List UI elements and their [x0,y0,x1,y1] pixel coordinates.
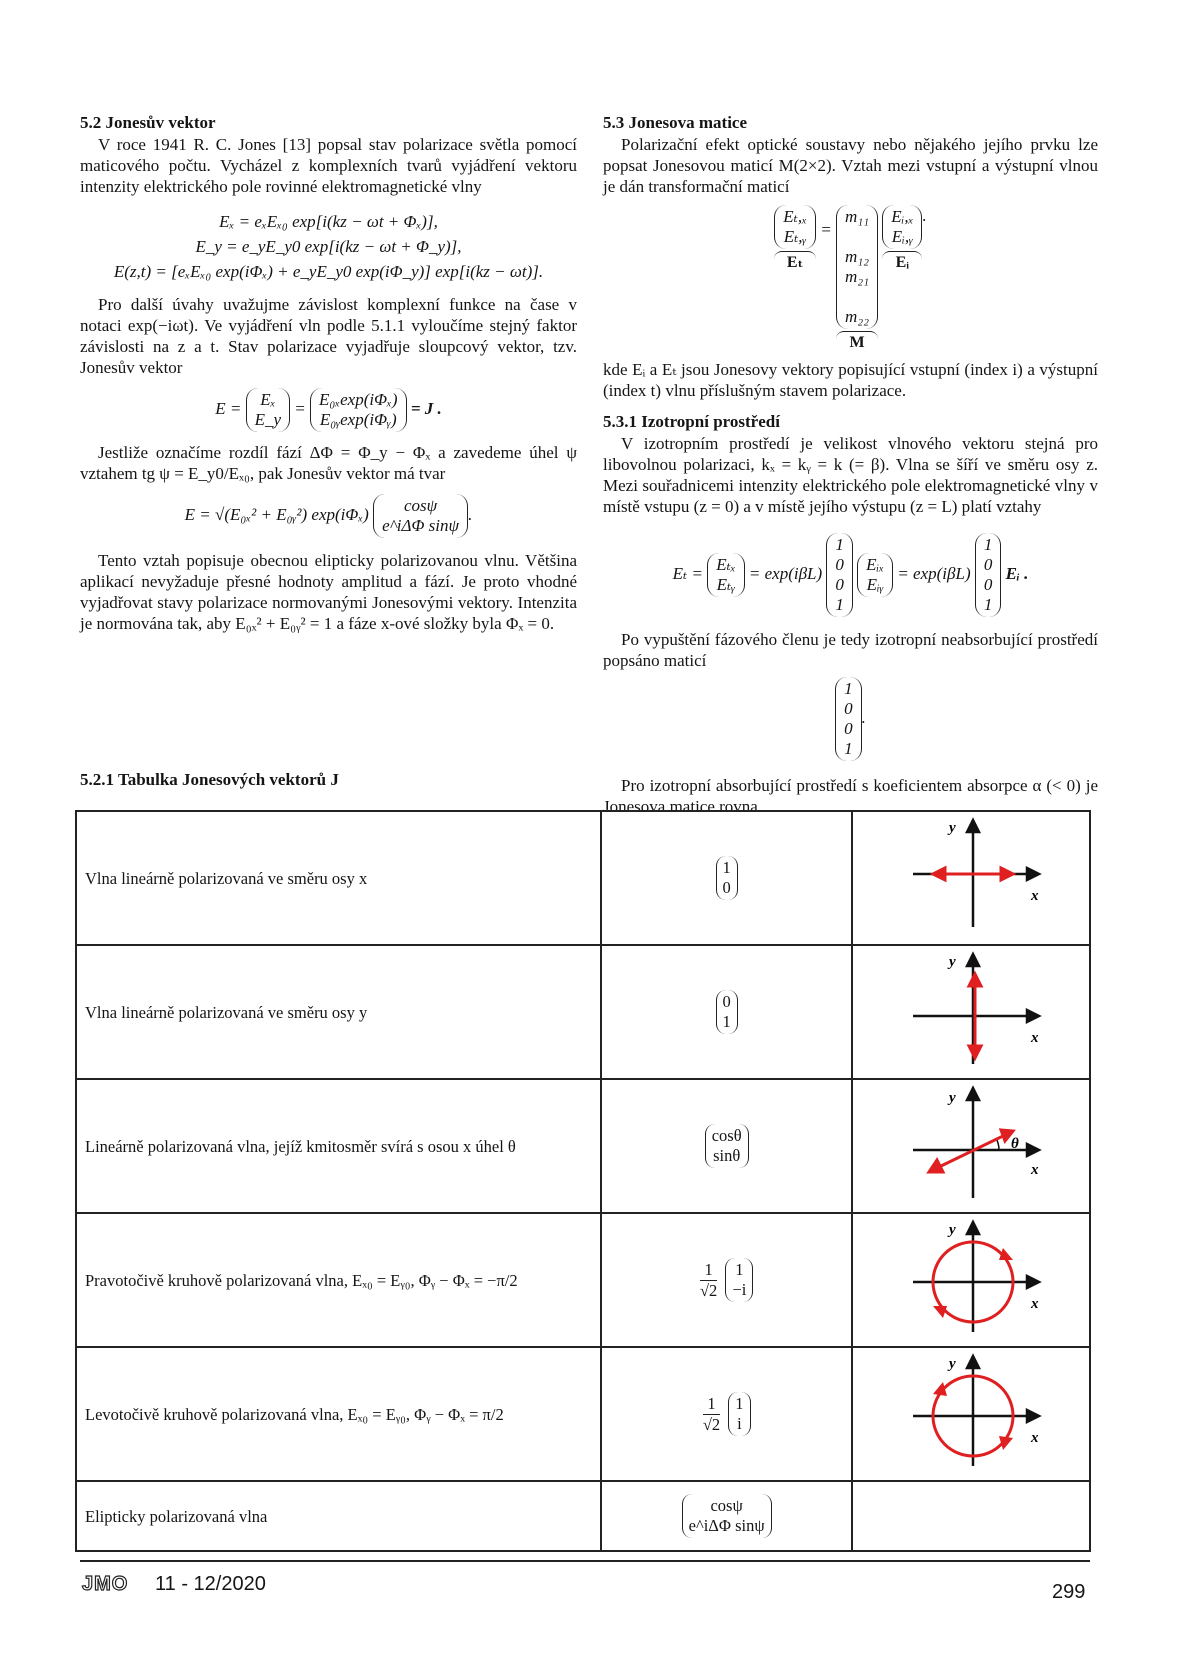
equation-jones-matrix: Eₜ,ₓ Eₜ,ᵧ Eₜ = m₁₁ m₁₂ m₂₁ m₂₂ M Eᵢ,ₓ Eᵢ,ᵧ Eᵢ . [603,205,1098,353]
table-cell-desc: Vlna lineárně polarizovaná ve směru osy y [76,945,601,1079]
y-axis-label: y [948,1356,956,1372]
vector-entry: Eₜ,ₓ [783,207,807,226]
vector-entry: Eₜᵧ [716,575,736,594]
jones-matrix [836,205,878,329]
vector-entry: Eᵢᵧ [866,575,884,594]
equation-normalized-vector: E = √(E₀ₓ² + E₀ᵧ²) exp(iΦₓ) cosψ e^iΔΦ sinψ . [80,494,577,538]
polarization-diagram-x [853,812,1089,939]
matrix-group [836,205,878,353]
left-column [80,112,577,634]
polarization-diagram-theta [853,1080,1089,1207]
matrix-entry: 1 [983,595,993,614]
matrix-entry: m₁₁ [844,207,870,226]
vector-entry: Eᵢₓ [866,555,885,574]
matrix-entry: 1 [983,535,993,554]
vector-entry: 1 [735,1394,744,1413]
identity-matrix [975,533,1002,617]
table-cell-diagram [852,945,1090,1079]
table-cell-vector [601,1481,852,1551]
vector-entry: 1 [722,858,731,877]
paragraph: Polarizační efekt optické soustavy nebo nějakého jejího prvku lze popsat Jonesovou maticí M(2×2). Vztah mezi vstupní a výstupní vlnou je dán transformační maticí [603,135,1098,196]
table-cell-vector [601,1347,852,1481]
paragraph: Po vypuštění fázového členu je tedy izotropní neabsorbující prostředí popsáno maticí [603,630,1098,670]
table-cell-diagram [852,1213,1090,1347]
vector-entry: E_y [254,410,282,429]
y-axis-label: y [948,820,956,836]
matrix-entry: 0 [835,555,844,574]
numerator: 1 [707,1393,716,1413]
table-cell-diagram-empty [852,1481,1090,1551]
column-vector [716,856,738,900]
journal-logo: JMO [82,1573,129,1595]
table-row [76,811,1090,945]
vector-entry: e^iΔΦ sinψ [382,516,460,535]
vector-entry: −i [732,1280,747,1299]
paragraph: Pro izotropní absorbující prostředí s koeficientem absorpce α (< 0) je Jonesova matice rovna [603,776,1098,816]
table-row [76,945,1090,1079]
table-row [76,1213,1090,1347]
table-row [76,1347,1090,1481]
theta-label: θ [1010,1136,1019,1152]
x-axis-label: x [1030,1430,1039,1446]
column-vector [774,205,816,249]
paragraph: Tento vztah popisuje obecnou elipticky polarizovanou vlnu. Většina aplikací nevyžaduje přesné hodnoty amplitud a fází. Je proto vhodné vyjadřovat stavy polarizace normovanými Jonesovými vektory. Intenzita je normována tak, aby E₀ₓ² + E₀ᵧ² = 1 a fáze x-ové složky byla Φₓ = 0. [80,551,577,633]
table-cell-diagram [852,1347,1090,1481]
table-cell-vector [601,1079,852,1213]
right-column [603,112,1098,817]
vector-entry: Eᵢ,ₓ [891,207,914,226]
underbrace-label: Eₜ [774,251,816,273]
output-vector-group [774,205,816,273]
vector-entry: Eₜₓ [716,555,736,574]
matrix-entry: m₂₁ [844,267,870,286]
equation-term: Eᵢ . [1005,563,1029,583]
paragraph: Pro další úvahy uvažujme závislost komplexní funkce na čase v notaci exp(−iωt). Ve vyjádření vln podle 5.1.1 vyloučíme stejný faktor závislosti na z a t. Stav polarizace vyjadřuje sloupcový vektor, tzv. Jonesův vektor [80,295,577,377]
table-cell-desc: Vlna lineárně polarizovaná ve směru osy x [76,811,601,945]
paragraph: V roce 1941 R. C. Jones [13] popsal stav polarizace světla pomocí maticového počtu. Vycházel z komplexních tvarů vyjádření vektoru intenzity elektrického pole rovinné elektromagnetické vlny [80,135,577,196]
matrix-entry: 0 [844,699,853,718]
table-cell-desc: Lineárně polarizovaná vlna, jejíž kmitosměr svírá s osou x úhel θ [76,1079,601,1213]
x-axis-label: x [1030,888,1039,904]
section-title-5-3-1: 5.3.1 Izotropní prostředí [603,412,780,431]
underbrace-label: M [836,331,878,353]
footer-rule [80,1560,1090,1562]
vector-entry: i [737,1414,742,1433]
numerator: 1 [704,1259,713,1279]
vector-entry: 1 [722,1012,731,1031]
equation-term: E = √(E₀ₓ² + E₀ᵧ²) exp(iΦₓ) [184,504,369,524]
column-vector [246,388,290,432]
column-vector [857,553,893,597]
table-cell-desc: Elipticky polarizovaná vlna [76,1481,601,1551]
matrix-entry: 1 [835,595,844,614]
underbrace-label: Eᵢ [882,251,922,273]
page-number: 299 [1052,1581,1086,1603]
column-vector [728,1392,750,1436]
y-axis-label: y [948,954,956,970]
denominator: √2 [700,1280,718,1300]
vector-entry: cosψ [403,496,438,515]
equation-term: = exp(iβL) [897,563,971,583]
section-title-5-3: 5.3 Jonesova matice [603,113,748,132]
table-cell-vector [601,1213,852,1347]
fraction [703,1394,720,1435]
vector-entry: E₀ₓexp(iΦₓ) [319,390,398,409]
polarization-diagram-right-circular [853,1214,1089,1341]
x-axis-label: x [1030,1162,1039,1178]
vector-entry: Eₓ [260,390,276,409]
axes [913,1088,1039,1198]
identity-matrix [826,533,853,617]
fraction [700,1260,717,1301]
y-axis-label: y [948,1222,956,1238]
vector-entry: cosθ [711,1126,742,1145]
vector-entry: E₀ᵧexp(iΦᵧ) [319,410,397,429]
column-vector [725,1258,753,1302]
matrix-entry: m₁₂ [844,247,870,266]
equation-term: = J . [410,398,442,418]
table-cell-vector [601,945,852,1079]
table-row [76,1079,1090,1213]
column-vector [707,553,744,597]
column-vector [716,990,738,1034]
x-axis-label: x [1030,1030,1039,1046]
equation-jones-vector: E = Eₓ E_y = E₀ₓexp(iΦₓ) E₀ᵧexp(iΦᵧ) = J . [80,388,577,432]
jones-vector-table [75,810,1091,1552]
matrix-entry: m₂₂ [844,307,870,326]
column-vector [705,1124,749,1168]
vector-entry: Eᵢ,ᵧ [891,227,913,246]
x-axis-label: x [1030,1296,1039,1312]
equation: E_y = e_yE_y0 exp[i(kz − ωt + Φ_y)], [195,237,462,256]
input-vector-group [882,205,922,273]
matrix-entry: 1 [844,739,853,758]
vector-entry: cosψ [710,1496,743,1515]
vector-entry: 1 [735,1260,744,1279]
table-cell-desc: Levotočivě kruhově polarizovaná vlna, Eₓ₀ = Eᵧ₀, Φᵧ − Φₓ = π/2 [76,1347,601,1481]
paragraph: Jestliže označíme rozdíl fází ΔΦ = Φ_y − Φₓ a zavedeme úhel ψ vztahem tg ψ = E_y0/Eₓ₀, pak Jonesův vektor má tvar [80,443,577,483]
polarization-diagram-y [853,946,1089,1073]
paragraph: kde Eᵢ a Eₜ jsou Jonesovy vektory popisující vstupní (index i) a výstupní (index t) vlnu příslušným stavem polarizace. [603,360,1098,400]
equation: E(z,t) = [eₓEₓ₀ exp(iΦₓ) + e_yE_y0 exp(iΦ_y)] exp[i(kz − ωt)]. [113,262,544,281]
vector-entry: 0 [722,992,731,1011]
table-cell-desc: Pravotočivě kruhově polarizovaná vlna, Eₓ₀ = Eᵧ₀, Φᵧ − Φₓ = −π/2 [76,1213,601,1347]
identity-matrix [835,677,862,761]
column-vector [682,1494,772,1538]
matrix-entry: 0 [983,575,993,594]
column-vector [310,388,407,432]
y-axis-label: y [948,1090,956,1106]
equation-term: Eₜ = [672,563,703,583]
table-cell-diagram [852,1079,1090,1213]
table-title: 5.2.1 Tabulka Jonesových vektorů J [80,770,339,789]
column-vector [373,494,468,538]
table-cell-diagram [852,811,1090,945]
column-vector [882,205,922,249]
equation: Eₓ = eₓEₓ₀ exp[i(kz − ωt + Φₓ)], [219,212,438,231]
equation-isotropic [603,533,1098,617]
vector-entry: Eₜ,ᵧ [783,227,807,246]
section-title-5-2: 5.2 Jonesův vektor [80,113,216,132]
table-row [76,1481,1090,1551]
vector-entry: sinθ [713,1146,741,1165]
equation-term: = exp(iβL) [748,563,823,583]
equation-block [80,211,577,282]
issue-number: 11 - 12/2020 [155,1573,266,1595]
equation-term: E = [215,398,242,418]
equation-identity: 1 0 0 1 . [603,677,1098,761]
table-cell-vector [601,811,852,945]
matrix-entry: 1 [844,679,853,698]
matrix-entry: 1 [835,535,844,554]
denominator: √2 [702,1414,721,1434]
paragraph: V izotropním prostředí je velikost vlnového vektoru stejná pro libovolnou polarizaci, kₓ = kᵧ = k (= β). Vlna se šíří ve směru osy z. Mezi souřadnicemi intenzity elektrického pole elektromagnetické vlny v místě vstupu (z = 0) a v místě jejího výstupu (z = L) platí vztahy [603,434,1098,516]
matrix-entry: 0 [983,555,993,574]
matrix-entry: 0 [835,575,844,594]
vector-entry: 0 [722,878,731,897]
polarization-diagram-left-circular [853,1348,1089,1475]
matrix-entry: 0 [844,719,853,738]
vector-entry: e^iΔΦ sinψ [688,1516,765,1535]
